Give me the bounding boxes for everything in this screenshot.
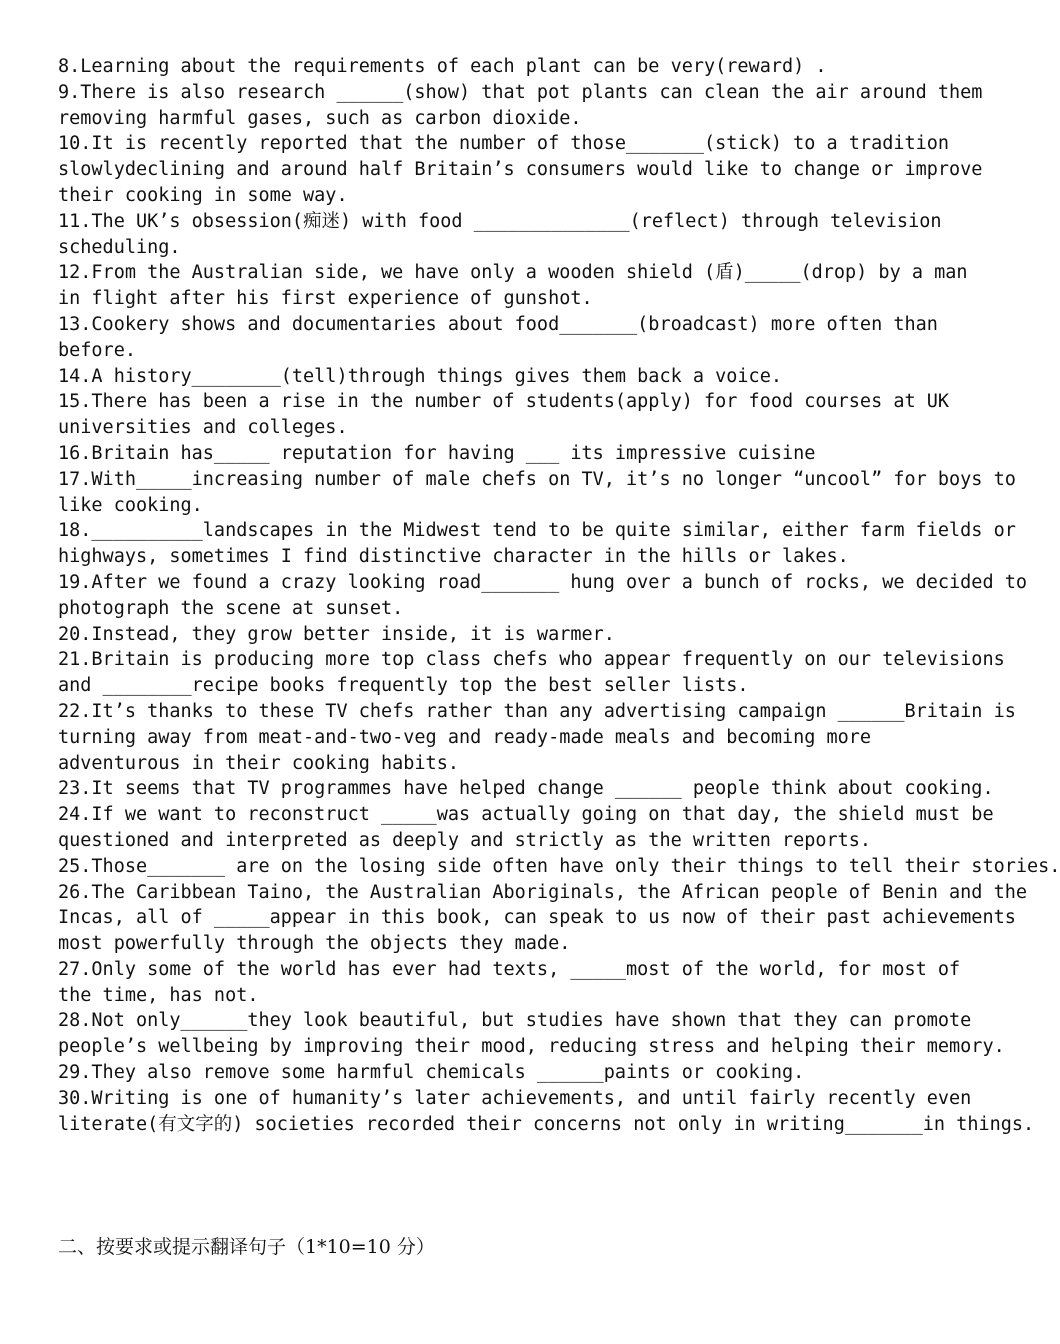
- exercise-line: before.: [58, 339, 136, 361]
- exercise-line: questioned and interpreted as deeply and strictly as the written reports.: [58, 829, 872, 851]
- exercise-line: 21.Britain is producing more top class chefs who appear frequently on our televisions: [58, 649, 1005, 671]
- exercise-line: removing harmful gases, such as carbon dioxide.: [58, 107, 582, 129]
- exercise-item: [58, 54, 958, 80]
- exercise-line: 24.If we want to reconstruct _____was actually going on that day, the shield must be: [58, 804, 994, 826]
- exercise-line: 29.They also remove some harmful chemicals ______paints or cooking.: [58, 1062, 805, 1084]
- exercise-item: [58, 209, 958, 261]
- exercise-line: slowlydeclining and around half Britain’s consumers would like to change or improve: [58, 159, 983, 181]
- exercise-line: 10.It is recently reported that the number of those_______(stick) to a tradition: [58, 133, 950, 155]
- exercise-line: 30.Writing is one of humanity’s later achievements, and until fairly recently even: [58, 1087, 972, 1109]
- exercise-item: [58, 1060, 958, 1086]
- exercise-line: 12.From the Australian side, we have only a wooden shield (盾)_____(drop) by a man: [58, 262, 968, 284]
- exercise-line: adventurous in their cooking habits.: [58, 752, 459, 774]
- exercise-item: [58, 441, 958, 467]
- exercise-line: scheduling.: [58, 236, 181, 258]
- exercise-line: literate(有文字的) societies recorded their concerns not only in writing_______in things.: [58, 1113, 1035, 1135]
- exercise-line: the time, has not.: [58, 984, 259, 1006]
- exercise-item: [58, 570, 1028, 622]
- exercise-line: most powerfully through the objects they made.: [58, 933, 571, 955]
- exercise-item: [58, 312, 958, 364]
- exercise-line: 20.Instead, they grow better inside, it is warmer.: [58, 623, 615, 645]
- exercise-line: 22.It’s thanks to these TV chefs rather than any advertising campaign ______Britain is: [58, 700, 1016, 722]
- exercise-line: 27.Only some of the world has ever had texts, _____most of the world, for most of: [58, 958, 961, 980]
- exercise-item: [58, 364, 958, 390]
- section-heading: 二、按要求或提示翻译句子（1*10=10 分）: [58, 1236, 435, 1258]
- exercise-item: [58, 957, 961, 1009]
- exercise-item: [58, 776, 994, 802]
- exercise-line: highways, sometimes I find distinctive character in the hills or lakes.: [58, 546, 849, 568]
- exercise-line: 17.With_____increasing number of male chefs on TV, it’s no longer “uncool” for boys to: [58, 468, 1016, 490]
- exercise-line: Incas, all of _____appear in this book, can speak to us now of their past achievements: [58, 907, 1016, 929]
- exercise-item: [58, 647, 1005, 699]
- exercise-line: photograph the scene at sunset.: [58, 597, 404, 619]
- exercise-item: [58, 467, 1016, 519]
- exercise-item: [58, 622, 958, 648]
- exercise-line: 16.Britain has_____ reputation for having ___ its impressive cuisine: [58, 442, 816, 464]
- exercise-line: 25.Those_______ are on the losing side often have only their things to tell their stories.: [58, 855, 1060, 877]
- exercise-item: [58, 260, 968, 312]
- exercise-line: people’s wellbeing by improving their mood, reducing stress and helping their memory.: [58, 1036, 1005, 1058]
- exercise-line: in flight after his first experience of gunshot.: [58, 288, 593, 310]
- exercise-line: 9.There is also research ______(show) that pot plants can clean the air around them: [58, 81, 983, 103]
- exercise-item: [58, 1086, 1035, 1138]
- exercise-item: [58, 699, 1016, 776]
- exercise-line: 19.After we found a crazy looking road_______ hung over a bunch of rocks, we decided to: [58, 571, 1028, 593]
- exercise-line: 11.The UK’s obsession(痴迷) with food ______________(reflect) through television: [58, 210, 942, 232]
- exercise-line: 23.It seems that TV programmes have helped change ______ people think about cooking.: [58, 778, 994, 800]
- exercise-list: [58, 54, 1060, 1137]
- exercise-line: 18.__________landscapes in the Midwest tend to be quite similar, either farm fields or: [58, 520, 1016, 542]
- exercise-item: [58, 518, 1016, 570]
- exercise-line: 13.Cookery shows and documentaries about food_______(broadcast) more often than: [58, 313, 938, 335]
- exercise-line: like cooking.: [58, 494, 203, 516]
- exercise-item: [58, 1008, 1005, 1060]
- exercise-item: [58, 131, 983, 208]
- exercise-item: [58, 389, 958, 441]
- exercise-line: 15.There has been a rise in the number of students(apply) for food courses at UK: [58, 391, 950, 413]
- exercise-line: 26.The Caribbean Taino, the Australian Aboriginals, the African people of Benin and the: [58, 881, 1028, 903]
- exercise-line: 8.Learning about the requirements of each plant can be very(reward) .: [58, 56, 827, 77]
- exercise-item: [58, 80, 983, 132]
- exercise-line: turning away from meat-and-two-veg and ready-made meals and becoming more: [58, 726, 872, 748]
- exercise-item: [58, 802, 994, 854]
- exercise-line: 28.Not only______they look beautiful, but studies have shown that they can promote: [58, 1010, 972, 1032]
- exercise-item: [58, 854, 1060, 880]
- exercise-line: universities and colleges.: [58, 417, 348, 439]
- exercise-line: 14.A history________(tell)through things gives them back a voice.: [58, 365, 782, 387]
- exercise-line: and ________recipe books frequently top the best seller lists.: [58, 675, 749, 697]
- exercise-item: [58, 880, 1028, 957]
- exercise-line: their cooking in some way.: [58, 184, 348, 206]
